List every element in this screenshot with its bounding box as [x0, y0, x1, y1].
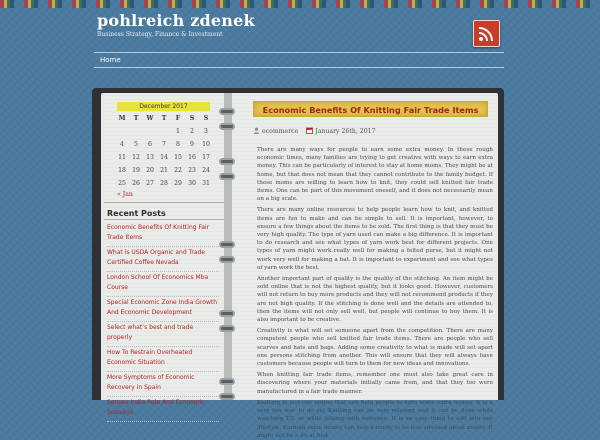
calendar-day: 20 — [146, 167, 154, 174]
binder-ring — [219, 108, 235, 115]
calendar-icon — [306, 127, 313, 136]
calendar-day — [129, 125, 143, 138]
calendar-week — [115, 177, 213, 190]
binder-ring — [219, 310, 235, 317]
recent-post-link[interactable]: Economic Benefits Of Knitting Fair Trade Items — [107, 222, 219, 247]
calendar-week — [115, 138, 213, 151]
calendar-week — [115, 125, 213, 138]
calendar-day: 28 — [160, 180, 168, 187]
rss-feed-button[interactable] — [473, 20, 500, 47]
binder-ring — [219, 158, 235, 165]
calendar-day: 9 — [190, 141, 194, 148]
calendar-day: 5 — [134, 141, 138, 148]
sidebar-divider — [104, 219, 224, 220]
nav-home-link[interactable]: Home — [100, 56, 121, 64]
calendar-day: 2 — [190, 128, 194, 135]
binder-ring — [219, 241, 235, 248]
recent-post-link[interactable]: Sensex India Role And Economic Scenario — [107, 397, 219, 422]
calendar-day: 16 — [188, 154, 196, 161]
calendar-day: 24 — [202, 167, 210, 174]
calendar-week — [115, 151, 213, 164]
recent-posts-heading: Recent Posts — [107, 209, 166, 218]
recent-post-link[interactable]: Special Economic Zone India Growth And Economic Development — [107, 297, 219, 322]
recent-posts-list — [107, 222, 219, 422]
calendar-weekday: F — [175, 115, 181, 122]
post-author[interactable]: ecommerce — [261, 128, 299, 135]
post-content — [257, 146, 493, 439]
site-title[interactable]: pohlreich zdenek — [97, 11, 255, 30]
calendar-day: 18 — [118, 167, 126, 174]
calendar-day: 11 — [118, 154, 126, 161]
calendar-week — [115, 164, 213, 177]
calendar-day: 27 — [146, 180, 154, 187]
calendar-weekday: T — [161, 115, 167, 122]
post-paragraph: There are many online resources to help people learn how to knit, and knitted items are fun to make and can be simple to sell. It is important, however, to ensure a few things about the items to be sold. The first thing is that they must be very high quality. The type of yarn used can make a big difference. It is important to do research and see what types of yarn work best for different projects. One types of yarn might work really well for making a felted purse, but it might not work very well for making a hat. It is important to experiment and see what types of yarn work the best. — [257, 207, 493, 271]
calendar-day: 21 — [160, 167, 168, 174]
calendar-day: 26 — [132, 180, 140, 187]
calendar-day: 8 — [176, 141, 180, 148]
post-paragraph: Creativity is what will set someone apart from the competition. There are many competent people who sell knitted fair trade items. There are people who sell scarves and hats and bags. Adding some creativity to what is made will set apart one persons stitching from another. This will ensure that they will always have customers because people will turn to them for new ideas and innovations. — [257, 328, 493, 368]
calendar-prev-month-link[interactable]: « Jan — [117, 191, 133, 198]
calendar-day: 25 — [118, 180, 126, 187]
calendar-day: 10 — [202, 141, 210, 148]
calendar-day: 29 — [174, 180, 182, 187]
rss-icon — [478, 25, 495, 42]
post-paragraph: When knitting fair trade items, remember one must also take great care in discovering where your materials initially came from, and that they too were manufactured in a fair trade manner. — [257, 372, 493, 395]
post-date: January 26th, 2017 — [315, 128, 376, 135]
post-paragraph: There are many ways for people to earn some extra money. In these rough economic times, many families are trying to get creative with ways to earn extra money. This can be particularly of interest to stay at home moms. They might be at home, but that does not mean that they cannot contribute to the family budget. If these moms are willing to learn how to knit, they could sell knitted fair trade items. One can be part of this movement oneself, and it does not necessarily mean on a big scale. — [257, 147, 493, 203]
post-title[interactable]: Economic Benefits Of Knitting Fair Trade Items — [253, 101, 488, 117]
calendar-day: 30 — [188, 180, 196, 187]
recent-post-link[interactable]: Select what’s best and trade properly — [107, 322, 219, 347]
binder-ring — [219, 393, 235, 400]
post-meta — [253, 127, 382, 137]
recent-post-link[interactable]: London School Of Economics Mba Course — [107, 272, 219, 297]
binder-ring — [219, 325, 235, 332]
calendar-weekday: T — [133, 115, 139, 122]
calendar-day: 4 — [120, 141, 124, 148]
author-icon — [253, 127, 260, 136]
calendar-day — [157, 125, 171, 138]
calendar-day: 7 — [162, 141, 166, 148]
calendar-day: 6 — [148, 141, 152, 148]
binder-ring — [219, 173, 235, 180]
calendar-day — [115, 125, 129, 138]
calendar-day — [143, 125, 157, 138]
calendar-month: December 2017 — [117, 102, 210, 111]
calendar-day: 22 — [174, 167, 182, 174]
nav-divider-top — [94, 52, 504, 53]
calendar-table — [115, 112, 213, 190]
calendar-day: 31 — [202, 180, 210, 187]
calendar-weekday: S — [203, 115, 209, 122]
calendar-day: 19 — [132, 167, 140, 174]
header-pattern-band — [0, 0, 600, 8]
recent-post-link[interactable]: What is USDA Organic and Trade Certified Coffee Nevada — [107, 247, 219, 272]
binder-ring — [219, 256, 235, 263]
calendar-day: 12 — [132, 154, 140, 161]
calendar-day: 1 — [176, 128, 180, 135]
recent-post-link[interactable]: How To Restrain Overheated Economic Situation — [107, 347, 219, 372]
post-paragraph: Another important part of quality is the quality of the stitching. An item might be sold online that is not the highest quality, but it looks good. However, customers will not return to buy more products and they will not recommend products if they are not high quality. If the stitching is done well and the details are attended to, then the items will not only sell well, but people will continue to buy them. It is also important to be creative. — [257, 276, 493, 324]
calendar-weekday: W — [146, 115, 154, 122]
calendar-day: 14 — [160, 154, 168, 161]
nav-divider-bottom — [94, 67, 504, 68]
site-tagline: Business Strategy, Finance & Investment — [97, 31, 223, 38]
calendar-weekday: S — [189, 115, 195, 122]
calendar-day: 15 — [174, 154, 182, 161]
recent-post-link[interactable]: More Symptoms of Economic Recovery in Spain — [107, 372, 219, 397]
sidebar-divider — [104, 202, 224, 203]
post-paragraph: Knitting is just one option that can help people to earn some extra money. It is a very fun way to do so! Knitting can be very relaxing and it can be done while watching T.V. or while talking with someone. It is an easy thing to add into any lifestyle. Earning extra money can help a family to be less stressed about money. It might not be a lot at first — [257, 399, 493, 439]
calendar-day: 3 — [204, 128, 208, 135]
calendar-day: 17 — [202, 154, 210, 161]
calendar-day: 13 — [146, 154, 154, 161]
calendar-day: 23 — [188, 167, 196, 174]
calendar-weekday-row — [115, 112, 213, 125]
binder-ring — [219, 123, 235, 130]
binder-ring — [219, 378, 235, 385]
calendar-weekday: M — [118, 115, 126, 122]
